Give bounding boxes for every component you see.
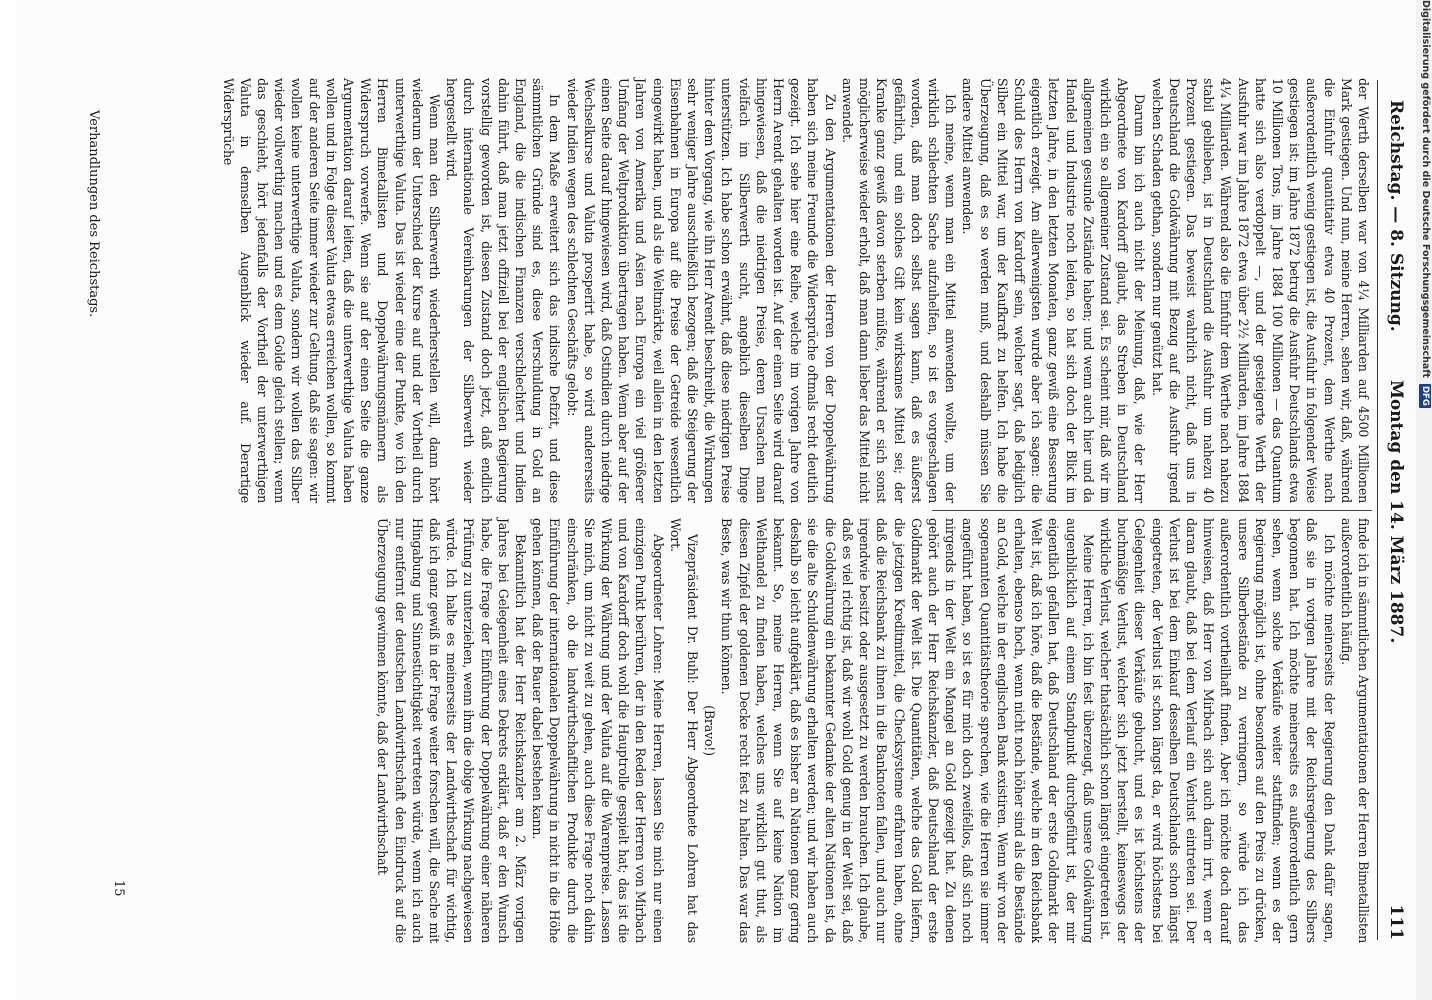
paragraph: Bekanntlich hat der Herr Reichskanzler am 2. März vorigen Jahres bei Gelegenheit eines Dekrets erklärt, daß er den Wunsch habe, die Frage der Einführung der Doppelwährung einer näheren Prüfung zu unterziehen, wenn ihm die obige Wirkung nachgewiesen würde. Ich halte es meinerseits der Landwirthschaft für wichtig, daß ich ganz gewiß in der Frage weiter forschen will, die Sache mit Hingabung und Sinnestüchtigkeit vertreten würde, wenn ich auch nur entfernt der deutschen Landwirthschaft den Eindruck auf die Überzeugung gewinnen könnte, daß der Landwirthschaft xyxy=(375,518,529,943)
dfg-logo-icon: DFG xyxy=(1420,385,1430,406)
applause-note: (Bravo!) xyxy=(702,705,718,756)
right-column xyxy=(374,518,1372,943)
paragraph: Abgeordneter Lohren: Meine Herren, lassen Sie mich nur einen einzigen Punkt berühren, der in den Reden der Herren von Mirbach und von Kardorff doch wohl die Hauptrolle gespielt hat; das ist die Wirkung der Währung und der Valuta auf die Warenpreise. Lassen Sie mich, um nicht zu weit zu gehen, auch diese Frage noch dahin einschränken, ob die landwirthschaftlichen Produkte durch die Einführung der internationalen Doppelwährung in nicht in die Höhe gehen können, daß der Bauer dabei bestehen kann. xyxy=(530,518,666,943)
header-date: Montag den 14. März 1887. xyxy=(1386,380,1406,644)
header-left: Reichstag. — 8. Sitzung. xyxy=(1386,100,1406,332)
page-number: 111 xyxy=(1386,904,1406,940)
page-header xyxy=(1380,60,1408,940)
paragraph: der Werth derselben war von 4¼ Milliarden auf 4500 Millionen Mark gestiegen. Und nun, meine Herren, sehen wir, daß, während die Einfuhr quantitativ etwa 40 Prozent, dem Werthe nach außerordentlich wenig gestiegen ist, die Ausfuhr in folgender Weise gestiegen ist: im Jahre 1872 betrug die Ausfuhr Deutschlands etwa 10 Millionen Tons, im Jahre 1884 100 Millionen — das Quantum hatte sich also verdoppelt —, und der gesteigerte Werth der Ausfuhr war im Jahre 1872 etwa über 2½ Milliarden, im Jahre 1884 4¼ Milliarden. Während also die Einfuhr dem Werthe nach nahezu stabil geblieben, ist in Deutschland die Ausfuhr um nahezu 40 Prozent gestiegen. Das beweist wahrlich nicht, daß uns in Deutschland die Goldwährung mit Bezug auf die Ausfuhr irgend welchen Schaden gethan, sondern nur genützt hat. xyxy=(1149,78,1371,503)
paragraph: Meine Herren, ich bin fest überzeugt, daß unsere Goldwährung augenblicklich auf einem Standpunkt durchgeführt ist, der mir eigentlich gefallen hat, daß Deutschland der erste Goldmarkt der Welt ist, daß ich höre, daß die Bestände, welche in den Reichsbank erhalten, ebenso hoch, wenn nicht noch höher sind als die Bestände an Gold, welche in der englischen Bank existiren. Wenn wir von der sogenannten Quantitätstheorie sprechen, wie die Herren sie immer angeführt haben, so ist es für mich doch zweifellos, daß sich noch nirgends in der Welt ein Mangel an Gold gezeigt hat. Zu denen gehört auch der Herr Reichskanzler, daß Deutschland der erste Goldmarkt der Welt ist. Die Quantitäten, welche das Gold liefern, die jetzigen Kreditmittel, die Checksysteme erfahren haben, ohne daß die Reichsbank zu ihnen in die Banknoten fallen, und auch nur irgendwie besitzt oder ausgesetzt zu werden brauchen. Ich glaube, daß es viel richtig ist, daß wir wohl Gold genug in der Welt sei, daß die Goldwährung ein bekannter Gedanke der alten Nationen ist, da sie die alte Schuldenwährung erhalten werden; und wir haben auch deshalb so leicht aufgeklärt, daß es bisher an Nationen ganz gering bekannt. So, meine Herren, wenn Sie auf keine Nation im Welthandel zu finden haben, welches uns wirklich gut thut, als diesen Zipfel der goldenen Decke recht fest zu halten. Das war das Beste, was wir thun können. xyxy=(719,518,1096,943)
signature-number: 15 xyxy=(111,880,126,897)
column-divider xyxy=(932,510,1372,511)
paragraph: Zu den Argumentationen der Herren von der Doppelwährung haben sich meine Freunde die Widersprüche oftmals recht deutlich gezeigt. Ich sehe hier eine Reihe, welche im vorigen Jahre von Herrn Arendt gehalten worden ist. Auf der einen Seite wird darauf hingewiesen, daß die niedrigen Preise, deren Ursachen man vielfach im Silberwerth sucht, angeblich dieselben Dinge unterstützen. Ich habe schon erwähnt, daß diese niedrigen Preise hinter dem Vorgang, wie ihn Herr Arendt beschreibt, die Wirkungen sehr weniger Jahre ausschließlich bezogen; daß die Steigerung der Eisenbahnen in Europa auf die Preise der Getreide wesentlich eingewirkt haben, und als die Weltmärkte, weil allein in den letzten Jahren von Amerika und Asien nach Europa ein viel größerer Umfang der Weltproduktion übertragen haben. Wenn aber auf der einen Seite darauf hingewiesen wird, daß Ostindien durch niedrige Wechselkurse und Valuta prosperirt habe, so wird andererseits wieder Indien wegen des schlechten Geschäfts gelobt: xyxy=(564,78,838,503)
watermark-text xyxy=(1419,0,1431,1000)
paragraph: finde ich in sämmtlichen Argumentationen der Herren Bimetallisten außerordentlich häufig. xyxy=(1338,518,1371,943)
paragraph: Ich meine, wenn man ein Mittel anwenden wollte, um der wirklich schlechten Sache aufzuhelfen, so ist es vorgeschlagen worden, daß man doch selbst sagen kann, daß es äußerst gefährlich, und ein solches Gift kein wirksames Mittel sei; der Kranke ganz gewiß davon sterben müßte, während er sich sonst möglicherweise wieder erholt, daß man dann lieber das Mittel nicht anwendet. xyxy=(839,78,959,503)
header-rule xyxy=(1377,80,1378,940)
vice-president-line: Vizepräsident Dr. Buhl: Der Herr Abgeordnete Lohren hat das Wort. xyxy=(667,518,701,943)
watermark-label: Digitalisierung gefördert durch die Deutsche Forschungsgemeinschaft xyxy=(1420,0,1431,378)
watermark xyxy=(1419,0,1431,1000)
paragraph: Wenn man den Silberwerth wiederherstellen will, dann hört wiederum der Unterschied der Kurse auf und der Vortheil durch unterwerthige Valuta. Das ist wieder eine der Punkte, wo ich den Herren Bimetallisten und Doppelwährungsmännern als Widerspruch vorwerfe. Wenn sie auf der einen Seite die ganze Argumentation darauf leiten, daß die unterwerthige Valuta haben wollen und in Folge dieser Valuta etwas erreichen wollen, so kommt auf der anderen Seite immer wieder zur Geltung, daß sie sagen: wir wollen keine unterwerthige Valuta, sondern wir wollen das Silber wieder vollwerthig machen und es dem Golde gleich stellen; wenn das geschieht, hört jedenfalls der Vortheil der unterwerthigen Valuta in demselben Augenblick wieder auf. Derartige Widersprüche xyxy=(220,78,443,503)
left-column xyxy=(219,78,1372,503)
footer-title: Verhandlungen des Reichstags. xyxy=(86,110,101,318)
paragraph: Ich möchte meinerseits der Regierung den Dank dafür sagen, daß sie in vorigen Jahre mit der Reichsregierung des Silbers begonnen hat. Ich möchte meinerseits es außerordentlich gern sehen, wenn solche Verkäufe weiter stattfinden; wenn es der Regierung möglich ist, ohne besonders auf den Preis zu drücken, unsere Silberbestände zu verringern, so würde ich das außerordentlich vortheilhaft finden. Aber ich möchte doch darauf hinweisen, daß Herr von Mirbach sich auch darin irrt, wenn er daran glaubt, daß bei dem Verlauf ein Verlust eintreten sei. Der Verlust ist bei dem Einkauf desselben Deutschlands schon längst eingetreten, der Verlust ist schon längst da, er wird höchstens bei Gelegenheit dieser Verkäufe gebucht, und es ist höchstens der buchmäßige Verlust, welcher sich jetzt herstellt, keineswegs der wirkliche Verlust, welcher thatsächlich schon längst eingetreten ist. xyxy=(1097,518,1337,943)
paragraph: Darum bin ich auch nicht der Meinung, daß, wie der Herr Abgeordnete von Kardorff glaubt, das Streben in Deutschland wirklich ein so allgemeiner Zustand sei. Es scheint mir, daß wir im allgemeinen gesunde Zustände haben; und wenn auch hier und da Handel und Industrie noch leiden, so hat sich doch der Blick im letzten Jahre, in den letzten Monaten, ganz gewiß eine Besserung eigentlich erzeigt. Am allerwenigsten wurde aber ich sagen: die Schuld des Herrn von Kardorff sein, welcher sagt, daß lediglich Silber ein Mittel war, um der Kaufkraft zu helfen. Ich habe die Überzeugung, daß es so werden muß, und deshalb müssen Sie andere Mittel anwenden. xyxy=(960,78,1148,503)
paragraph: In dem Maße erweitert sich das indische Defizit, und diese sämmtlichen Gründe sind es, diese Verschuldung in Gold an England, die die indischen Finanzen verschlechtert und Indien dahin führt, daß man jetzt offiziell bei der englischen Regierung vorstellig geworden ist, diesen Zustand doch jetzt, daß endlich durch internationale Vereinbarungen der Silberwerth wieder hergestellt wird. xyxy=(444,78,563,503)
scanned-page xyxy=(16,0,1416,1000)
